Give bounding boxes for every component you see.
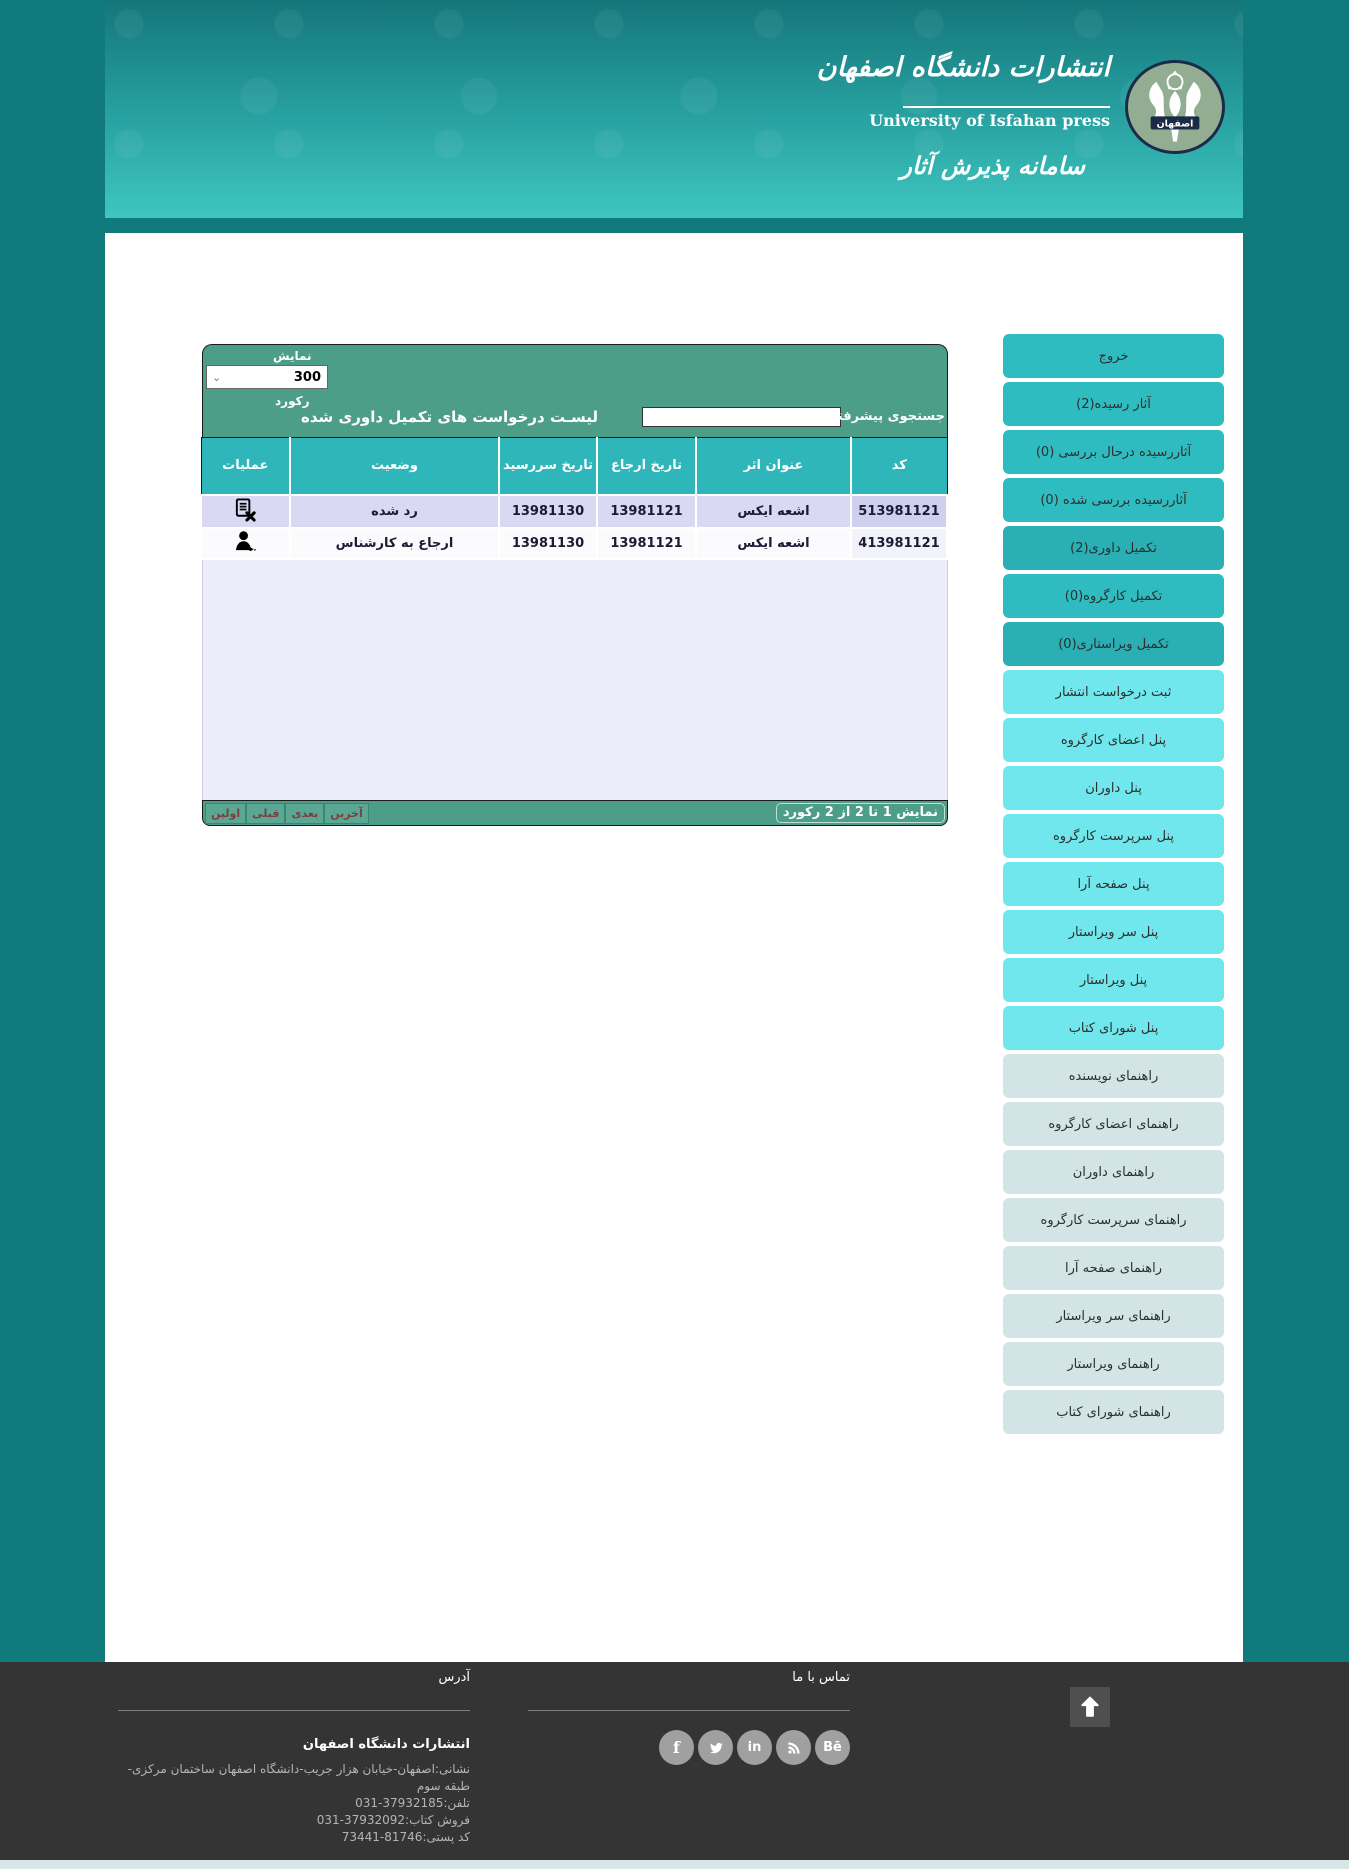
sidebar bbox=[1003, 334, 1224, 1434]
social-icons-row bbox=[528, 1730, 850, 1765]
bottom-accent-strip bbox=[0, 1860, 1349, 1869]
arrow-up-icon bbox=[1077, 1694, 1103, 1720]
svg-text:اصفهان: اصفهان bbox=[1156, 118, 1194, 130]
contact-heading: تماس با ما bbox=[792, 1670, 850, 1685]
address-line-3: کد پستی:81746-73441 bbox=[341, 1830, 470, 1844]
sidebar-item-22[interactable]: راهنمای شورای کتاب bbox=[1003, 1390, 1224, 1434]
footer-address-column bbox=[118, 1670, 470, 1846]
sidebar-item-17[interactable]: راهنمای داوران bbox=[1003, 1150, 1224, 1194]
requests-panel bbox=[202, 344, 948, 826]
col-header-operations[interactable]: عملیات bbox=[201, 438, 290, 495]
panel-title: لیسـت درخواست های تکمیل داوری شده bbox=[301, 408, 598, 426]
footer-address-lines bbox=[118, 1761, 470, 1846]
table-header-row bbox=[201, 438, 947, 495]
sidebar-item-8[interactable]: پنل اعضای کارگروه bbox=[1003, 718, 1224, 762]
page-size-select[interactable] bbox=[206, 365, 328, 389]
sidebar-item-3[interactable]: آثاررسیده بررسی شده (0) bbox=[1003, 478, 1224, 522]
header-banner bbox=[105, 0, 1243, 218]
page-size-value: 300 bbox=[293, 369, 321, 385]
pagination-button-1[interactable]: قبلی bbox=[246, 803, 285, 824]
sidebar-item-13[interactable]: پنل ویراستار bbox=[1003, 958, 1224, 1002]
sidebar-item-0[interactable]: خروج bbox=[1003, 334, 1224, 378]
sidebar-item-19[interactable]: راهنمای صفحه آرا bbox=[1003, 1246, 1224, 1290]
sidebar-item-2[interactable]: آثاررسیده درحال بررسی (0) bbox=[1003, 430, 1224, 474]
university-emblem-icon bbox=[1128, 63, 1222, 151]
linkedin-icon[interactable]: in bbox=[737, 1730, 772, 1765]
col-header-work-title[interactable]: عنوان اثر bbox=[696, 438, 851, 495]
behance-icon[interactable]: Bē bbox=[815, 1730, 850, 1765]
chevron-down-icon: ⌄ bbox=[212, 370, 222, 384]
cell-code: 413981121 bbox=[851, 528, 947, 559]
pagination bbox=[205, 803, 369, 824]
address-heading: آدرس bbox=[438, 1670, 470, 1685]
rss-icon[interactable] bbox=[776, 1730, 811, 1765]
records-label: رکورد bbox=[275, 394, 310, 408]
sidebar-item-18[interactable]: راهنمای سرپرست کارگروه bbox=[1003, 1198, 1224, 1242]
footer-contact-column bbox=[528, 1670, 850, 1765]
pagination-button-0[interactable]: اولین bbox=[205, 803, 246, 824]
records-info: نمایش 1 تا 2 از 2 رکورد bbox=[776, 803, 945, 823]
pagination-button-3[interactable]: آخرین bbox=[324, 803, 369, 824]
col-header-status[interactable]: وضعیت bbox=[290, 438, 499, 495]
show-label: نمایش bbox=[273, 349, 312, 363]
address-line-1: تلفن:37932185-031 bbox=[355, 1796, 470, 1810]
sidebar-item-16[interactable]: راهنمای اعضای کارگروه bbox=[1003, 1102, 1224, 1146]
sidebar-item-20[interactable]: راهنمای سر ویراستار bbox=[1003, 1294, 1224, 1338]
footer-org-name: انتشارات دانشگاه اصفهان bbox=[302, 1737, 470, 1752]
sidebar-item-1[interactable]: آثار رسیده(2) bbox=[1003, 382, 1224, 426]
sidebar-item-5[interactable]: تکمیل کارگروه(0) bbox=[1003, 574, 1224, 618]
sidebar-item-15[interactable]: راهنمای نویسنده bbox=[1003, 1054, 1224, 1098]
cell-due-date: 13981130 bbox=[499, 495, 597, 528]
system-subtitle: سامانه پذیرش آثار bbox=[900, 152, 1085, 180]
scroll-to-top-button[interactable] bbox=[1070, 1687, 1110, 1727]
university-logo bbox=[1125, 60, 1225, 154]
document-reject-icon[interactable] bbox=[201, 495, 290, 528]
press-title-english: University of Isfahan press bbox=[869, 111, 1110, 130]
col-header-code[interactable]: کد bbox=[851, 438, 947, 495]
col-header-referral-date[interactable]: تاریخ ارجاع bbox=[597, 438, 696, 495]
col-header-due-date[interactable]: تاریخ سررسید bbox=[499, 438, 597, 495]
sidebar-item-7[interactable]: ثبت درخواست انتشار bbox=[1003, 670, 1224, 714]
footer-divider bbox=[118, 1710, 470, 1711]
cell-referral-date: 13981121 bbox=[597, 495, 696, 528]
table-row bbox=[201, 495, 947, 528]
twitter-icon[interactable] bbox=[698, 1730, 733, 1765]
footer bbox=[0, 1662, 1349, 1860]
press-title-calligraphy: انتشارات دانشگاه اصفهان bbox=[816, 52, 1110, 83]
table-footer-bar bbox=[202, 800, 948, 826]
table-empty-area bbox=[202, 560, 948, 800]
sidebar-item-11[interactable]: پنل صفحه آرا bbox=[1003, 862, 1224, 906]
sidebar-item-14[interactable]: پنل شورای کتاب bbox=[1003, 1006, 1224, 1050]
advanced-search-input[interactable] bbox=[642, 407, 841, 427]
cell-work-title: اشعه ایکس bbox=[696, 528, 851, 559]
table-row bbox=[201, 528, 947, 559]
panel-header bbox=[202, 344, 948, 437]
page-wrapper bbox=[105, 0, 1243, 1662]
address-line-0: نشانی:اصفهان-خیابان هزار جریب-دانشگاه اصفهان ساختمان مرکزی-طبقه سوم bbox=[127, 1762, 470, 1793]
requests-table bbox=[200, 437, 948, 560]
main-content bbox=[105, 233, 1243, 1662]
cell-due-date: 13981130 bbox=[499, 528, 597, 559]
cell-work-title: اشعه ایکس bbox=[696, 495, 851, 528]
footer-divider bbox=[528, 1710, 850, 1711]
sidebar-item-9[interactable]: پنل داوران bbox=[1003, 766, 1224, 810]
sidebar-item-10[interactable]: پنل سرپرست کارگروه bbox=[1003, 814, 1224, 858]
sidebar-item-4[interactable]: تکمیل داوری(2) bbox=[1003, 526, 1224, 570]
sidebar-item-12[interactable]: پنل سر ویراستار bbox=[1003, 910, 1224, 954]
advanced-search-label: جستجوی پیشرفته: bbox=[824, 409, 945, 424]
sidebar-item-6[interactable]: تکمیل ویراستاری(0) bbox=[1003, 622, 1224, 666]
cell-referral-date: 13981121 bbox=[597, 528, 696, 559]
sidebar-item-21[interactable]: راهنمای ویراستار bbox=[1003, 1342, 1224, 1386]
header-divider-line bbox=[903, 106, 1110, 108]
banner-gap bbox=[105, 218, 1243, 233]
pagination-button-2[interactable]: بعدی bbox=[285, 803, 324, 824]
facebook-icon[interactable]: f bbox=[659, 1730, 694, 1765]
person-edit-icon[interactable] bbox=[201, 528, 290, 559]
cell-status: رد شده bbox=[290, 495, 499, 528]
cell-code: 513981121 bbox=[851, 495, 947, 528]
address-line-2: فروش کتاب:37932092-031 bbox=[316, 1813, 470, 1827]
cell-status: ارجاع به کارشناس bbox=[290, 528, 499, 559]
